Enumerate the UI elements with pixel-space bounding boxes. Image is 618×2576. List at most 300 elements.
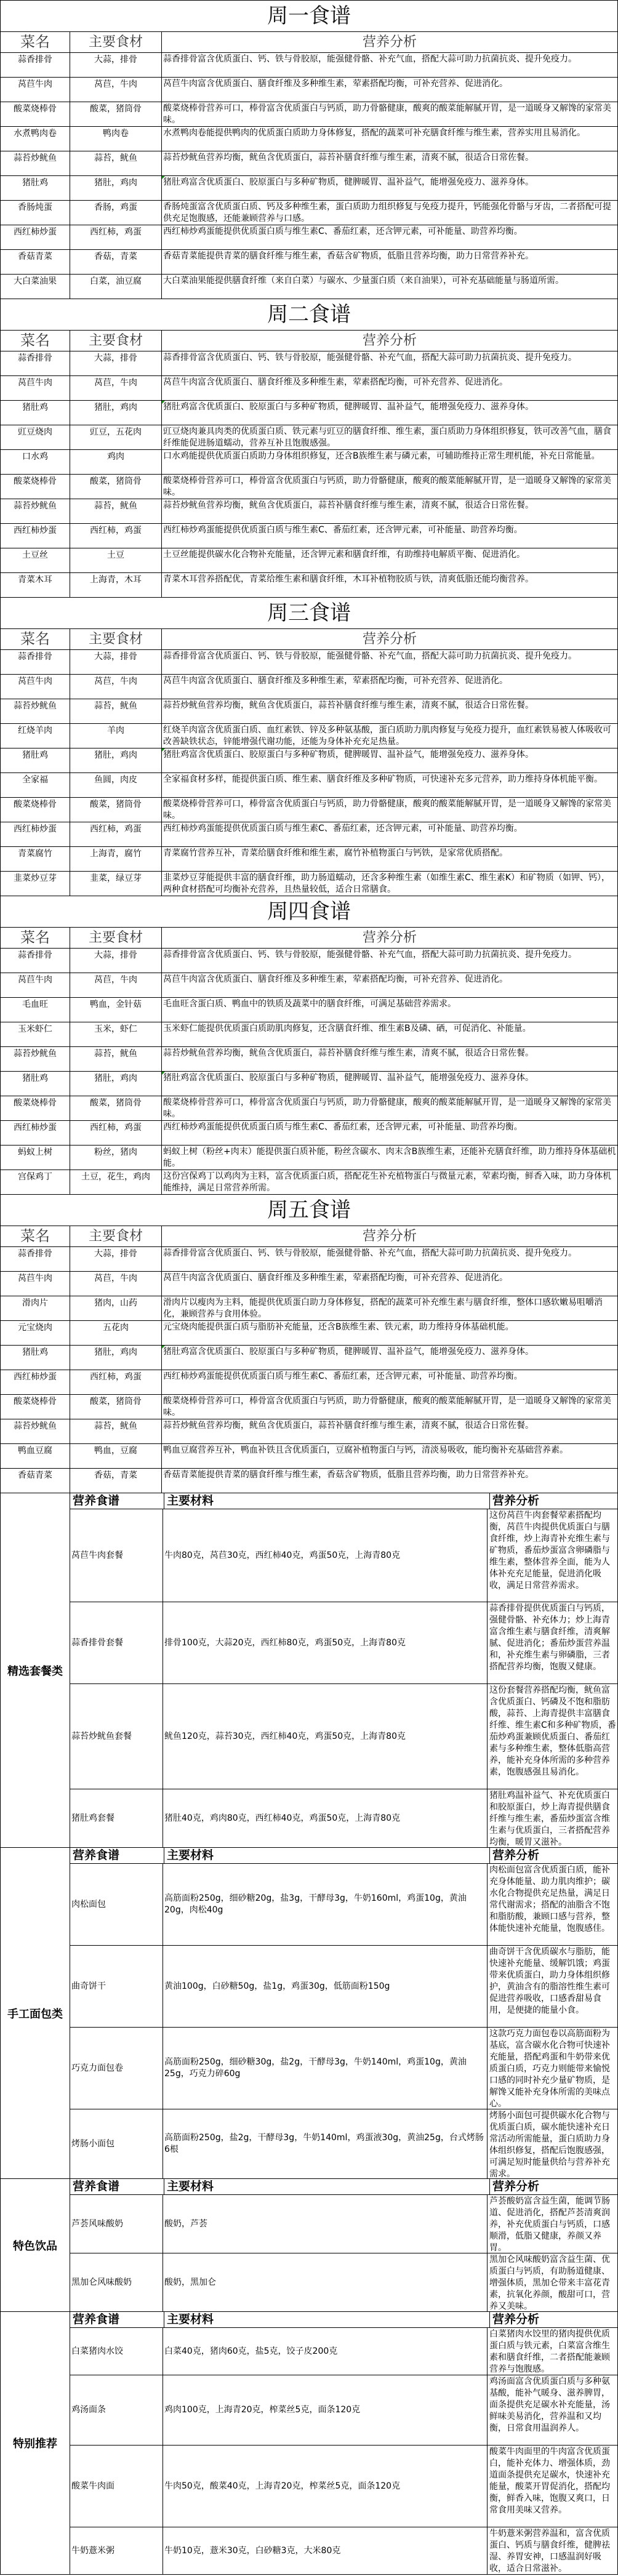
table-row [1,872,618,896]
header-materials: 主要材料 [164,1493,490,1509]
dish-cell[interactable]: 莴苣牛肉 [1,675,70,699]
table-row [1,250,618,275]
category-header [70,1493,618,1509]
table-header [1,1226,618,1247]
analysis-cell[interactable]: 猪肚鸡富含优质蛋白、胶原蛋白与多种矿物质，健脾暖胃、温补益气，能增强免疫力、滋养身体。 [162,748,618,772]
analysis-cell[interactable]: 肉松面包富含优质蛋白质，能补充身体能量、助力肌肉维护；碳水化合物提供充足热量，满足日常代谢需求；搭配的油脂含不饱和脂肪酸，兼顾口感与营养，整体能快速补充能量，饱腹感佳。 [488,1864,618,1945]
table-row [70,2253,618,2311]
table-row [1,524,618,548]
recipe-cell[interactable]: 巧克力面包卷 [70,2028,163,2109]
table-row [1,1272,618,1296]
table-row [1,376,618,401]
header-ingredients: 主要食材 [70,331,162,351]
recipe-cell[interactable]: 白菜猪肉水饺 [70,2328,163,2375]
dish-cell[interactable]: 莴苣牛肉 [1,973,70,997]
dish-cell[interactable]: 蒜香排骨 [1,351,70,375]
ingredients-cell[interactable]: 鸭血，豆腐 [70,1444,162,1468]
analysis-cell[interactable]: 莴苣牛肉富含优质蛋白、膳食纤维及多种维生素，荤素搭配均衡，可补充营养、促进消化。 [162,376,618,400]
table-row [1,973,618,998]
dish-cell[interactable]: 猪肚鸡 [1,176,70,200]
table-row [1,53,618,78]
header-analysis: 营养分析 [162,1226,618,1246]
analysis-cell[interactable]: 蒜香排骨富含优质蛋白、钙、铁与骨胶原，能强健骨骼、补充气血，搭配大蒜可助力抗菌抗炎、提升免疫力。 [162,650,618,674]
header-dish: 菜名 [1,1226,70,1246]
table-row [70,2375,618,2446]
dish-cell[interactable]: 全家福 [1,773,70,797]
ingredients-cell[interactable]: 鱼圆，肉皮 [70,773,162,797]
dish-cell[interactable]: 毛血旺 [1,998,70,1022]
ingredients-cell[interactable]: 蒜苔，鱿鱼 [70,1047,162,1071]
analysis-cell[interactable]: 口水鸡能提供优质蛋白质助力身体组织修复，还含B族维生素与磷元素，可辅助维持正常生理机能，补充日常能量。 [162,450,618,474]
dish-cell[interactable]: 猪肚鸡 [1,1346,70,1370]
analysis-cell[interactable]: 芦荟酸奶富含益生菌，能调节肠道、促进消化，搭配芦荟清爽润养，补充优质蛋白与钙质，口感顺滑，低脂又健康，养颜又养胃。 [488,2195,618,2253]
ingredients-cell[interactable]: 莴苣，牛肉 [70,376,162,400]
dish-cell[interactable]: 西红柿炒蛋 [1,822,70,846]
header-recipe: 营养食谱 [70,1493,164,1509]
dish-cell[interactable]: 青菜腐竹 [1,847,70,871]
category-label: 手工面包类 [1,1848,70,2178]
table-row [1,127,618,151]
dish-cell[interactable]: 西红柿炒蛋 [1,524,70,548]
category-section [1,1493,618,1848]
table-row [1,998,618,1022]
ingredients-cell[interactable]: 鸭肉卷 [70,127,162,151]
table-row [1,201,618,225]
dish-cell[interactable]: 韭菜炒豆芽 [1,872,70,896]
table-row [1,724,618,748]
analysis-cell[interactable]: 莴苣牛肉富含优质蛋白、膳食纤维及多种维生素，荤素搭配均衡，可补充营养、促进消化。 [162,675,618,699]
ingredients-cell[interactable]: 猪肚，鸡肉 [70,1072,162,1096]
ingredients-cell[interactable]: 豇豆，五花肉 [70,425,162,449]
analysis-cell[interactable]: 大白菜油果能提供膳食纤维（来自白菜）与碳水、少量蛋白质（来自油果），可补充基础能量与肠道所需。 [162,275,618,299]
dish-cell[interactable]: 酸菜烧棒骨 [1,102,70,126]
dish-cell[interactable]: 豇豆烧肉 [1,425,70,449]
table-row [70,2109,618,2178]
recipe-cell[interactable]: 莴苣牛肉套餐 [70,1509,163,1602]
recipe-cell[interactable]: 牛奶薏米粥 [70,2527,163,2574]
table-row [70,1509,618,1602]
category-section [1,2312,618,2575]
header-analysis: 营养分析 [162,928,618,948]
analysis-cell[interactable]: 蒜苔炒鱿鱼营养均衡，鱿鱼含优质蛋白，蒜苔补膳食纤维与维生素，清爽不腻，很适合日常佐餐。 [162,499,618,523]
header-materials: 主要材料 [164,2312,490,2327]
table-row [1,176,618,201]
dish-cell[interactable]: 猪肚鸡 [1,748,70,772]
table-row [1,1096,618,1121]
day-title: 周五食谱 [1,1195,618,1226]
table-header [1,32,618,53]
analysis-cell[interactable]: 蒜香排骨富含优质蛋白、钙、铁与骨胶原，能强健骨骼、补充气血，搭配大蒜可助力抗菌抗炎、提升免疫力。 [162,351,618,375]
analysis-cell[interactable]: 全家福食材多样，能提供蛋白质、维生素、膳食纤维及多种矿物质，可快速补充多元营养，助力维持身体机能平衡。 [162,773,618,797]
materials-cell[interactable]: 白菜40克，猪肉60克，盐5克，饺子皮200克 [163,2328,488,2375]
header-analysis: 营养分析 [162,331,618,351]
ingredients-cell[interactable]: 莴苣，牛肉 [70,675,162,699]
table-row [1,1170,618,1195]
analysis-cell[interactable]: 酸菜烧棒骨营养可口，棒骨富含优质蛋白与钙质，助力骨骼健康，酸爽的酸菜能解腻开胃，是一道暖身又解馋的家常美味。 [162,1096,618,1120]
analysis-cell[interactable]: 猪肚鸡温补益气、补充优质蛋白和胶原蛋白，炒上海青提供膳食纤维与维生素，番茄炒蛋富含维生素与优质蛋白，三者搭配营养均衡，暖胃又滋补。 [488,1789,618,1847]
ingredients-cell[interactable]: 大蒜，排骨 [70,53,162,77]
analysis-cell[interactable]: 滑肉片以瘦肉为主料，能提供优质蛋白助力身体修复，搭配的蔬菜可补充维生素与膳食纤维，整体口感软嫩易咀嚼消化，兼顾营养与食用体验。 [162,1296,618,1320]
dish-cell[interactable]: 酸菜烧棒骨 [1,1395,70,1419]
dish-cell[interactable]: 莴苣牛肉 [1,376,70,400]
ingredients-cell[interactable]: 蒜苔，鱿鱼 [70,1419,162,1443]
ingredients-cell[interactable]: 羊肉 [70,724,162,748]
analysis-cell[interactable]: 酸菜烧棒骨营养可口，棒骨富含优质蛋白与钙质，助力骨骼健康，酸爽的酸菜能解腻开胃，是一道暖身又解馋的家常美味。 [162,475,618,499]
table-row [70,1684,618,1789]
category-label: 特色饮品 [1,2179,70,2311]
table-row [1,1444,618,1469]
analysis-cell[interactable]: 莴苣牛肉富含优质蛋白、膳食纤维及多种维生素，荤素搭配均衡，可补充营养、促进消化。 [162,78,618,102]
dish-cell[interactable]: 玉米虾仁 [1,1022,70,1046]
header-materials: 主要材料 [164,1848,490,1863]
ingredients-cell[interactable]: 西红柿，鸡蛋 [70,1121,162,1145]
analysis-cell[interactable]: 西红柿炒鸡蛋能提供优质蛋白质与维生素C、番茄红素，还含钾元素，可补能量、助营养均衡。 [162,822,618,846]
table-row [1,1047,618,1072]
analysis-cell[interactable]: 酸菜烧棒骨营养可口，棒骨富含优质蛋白与钙质，助力骨骼健康，酸爽的酸菜能解腻开胃，是一道暖身又解馋的家常美味。 [162,798,618,822]
table-row [70,2028,618,2109]
recipe-cell[interactable]: 鸡汤面条 [70,2375,163,2445]
analysis-cell[interactable]: 鸡汤面富含优质蛋白质与多种氨基酸，能补气暖身、滋养脾胃，面条提供充足碳水补充能量，汤鲜味美易消化，营养温和又均衡，日常食用温润养人。 [488,2375,618,2445]
table-row [1,949,618,973]
dish-cell[interactable]: 莴苣牛肉 [1,1272,70,1296]
ingredients-cell[interactable]: 猪肚，鸡肉 [70,176,162,200]
table-row [1,1469,618,1493]
dish-cell[interactable]: 鸭血豆腐 [1,1444,70,1468]
dish-cell[interactable]: 香肠炖蛋 [1,201,70,225]
analysis-cell[interactable]: 香菇青菜能提供青菜的膳食纤维与维生素，香菇含矿物质，低脂且营养均衡，助力日常营养补充。 [162,250,618,274]
dish-cell[interactable]: 西红柿炒蛋 [1,1370,70,1394]
table-row [70,2446,618,2527]
analysis-cell[interactable]: 这份宫保鸡丁以鸡肉为主料，富含优质蛋白质，搭配花生补充植物蛋白与微量元素，荤素均衡，鲜香入味，助力身体机能维持，满足日常营养所需。 [162,1170,618,1194]
ingredients-cell[interactable]: 大蒜，排骨 [70,1247,162,1271]
dish-cell[interactable]: 猪肚鸡 [1,401,70,425]
analysis-cell[interactable]: 白菜猪肉水饺里的猪肉提供优质蛋白质与铁元素，白菜富含维生素和膳食纤维，二者搭配能兼顾营养与饱腹感。 [488,2328,618,2375]
analysis-cell[interactable]: 蒜香排骨富含优质蛋白、钙、铁与骨胶原，能强健骨骼、补充气血，搭配大蒜可助力抗菌抗炎、提升免疫力。 [162,1247,618,1271]
dish-cell[interactable]: 蒜香排骨 [1,53,70,77]
table-header [1,928,618,949]
dish-cell[interactable]: 红烧羊肉 [1,724,70,748]
materials-cell[interactable]: 高筋面粉250g，细砂糖30g，盐2g，干酵母3g，牛奶140ml，鸡蛋10g，黄油25g，巧克力碎60g [163,2028,488,2109]
materials-cell[interactable]: 酸奶，黑加仑 [163,2253,488,2311]
materials-cell[interactable]: 酸奶，芦荟 [163,2195,488,2253]
ingredients-cell[interactable]: 大蒜，排骨 [70,351,162,375]
analysis-cell[interactable]: 猪肚鸡富含优质蛋白、胶原蛋白与多种矿物质，健脾暖胃、温补益气，能增强免疫力、滋养身体。 [162,1346,618,1370]
table-row [1,151,618,176]
analysis-cell[interactable]: 蒜苔炒鱿鱼营养均衡，鱿鱼含优质蛋白，蒜苔补膳食纤维与维生素，清爽不腻，很适合日常佐餐。 [162,1419,618,1443]
dish-cell[interactable]: 元宝烧肉 [1,1321,70,1345]
materials-cell[interactable]: 鸡肉100克，上海青20克，榨菜丝5克，面条120克 [163,2375,488,2445]
analysis-cell[interactable]: 烤肠小面包可提供碳水化合物与优质蛋白质，碳水能快速补充日常活动所需能量，蛋白质助力身体组织修复，搭配后饱腹感强，可满足短时能量供给与营养补充需求。 [488,2109,618,2178]
table-row [1,351,618,376]
recipe-cell[interactable]: 烤肠小面包 [70,2109,163,2178]
table-header [1,331,618,351]
table-row [1,78,618,102]
header-analysis: 营养分析 [490,1848,618,1863]
table-header [1,629,618,650]
analysis-cell[interactable]: 青菜腐竹营养互补，青菜给膳食纤维和维生素，腐竹补植物蛋白与钙铁，是家常优质搭配。 [162,847,618,871]
analysis-cell[interactable]: 水煮鸭肉卷能提供鸭肉的优质蛋白质助力身体修复，搭配的蔬菜可补充膳食纤维与维生素，营养实用且易消化。 [162,127,618,151]
dish-cell[interactable]: 蒜香排骨 [1,949,70,973]
table-row [70,2527,618,2574]
ingredients-cell[interactable]: 粉丝，猪肉 [70,1146,162,1170]
table-row [1,275,618,299]
analysis-cell[interactable]: 蒜苔炒鱿鱼营养均衡，鱿鱼含优质蛋白，蒜苔补膳食纤维与维生素，清爽不腻，很适合日常佐餐。 [162,1047,618,1071]
ingredients-cell[interactable]: 西红柿，鸡蛋 [70,822,162,846]
dish-cell[interactable]: 西红柿炒蛋 [1,225,70,249]
day-title: 周三食谱 [1,598,618,629]
header-recipe: 营养食谱 [70,1848,164,1863]
analysis-cell[interactable]: 猪肚鸡富含优质蛋白、胶原蛋白与多种矿物质，健脾暖胃、温补益气，能增强免疫力、滋养身体。 [162,1072,618,1096]
dish-cell[interactable]: 西红柿炒蛋 [1,1121,70,1145]
ingredients-cell[interactable]: 酸菜，猪筒骨 [70,1395,162,1419]
analysis-cell[interactable]: 猪肚鸡富含优质蛋白、胶原蛋白与多种矿物质，健脾暖胃、温补益气，能增强免疫力、滋养身体。 [162,176,618,200]
category-header [70,1848,618,1864]
dish-cell[interactable]: 蒜香排骨 [1,1247,70,1271]
analysis-cell[interactable]: 这款巧克力面包卷以高筋面粉为基底，富含碳水化合物可快速补充能量，搭配鸡蛋和牛奶带来优质蛋白质，巧克力则能带来愉悦口感的同时补充少量矿物质，是解馋又能补充身体所需的美味点心。 [488,2028,618,2109]
analysis-cell[interactable]: 西红柿炒鸡蛋能提供优质蛋白质与维生素C、番茄红素，还含钾元素，可补能量、助营养均衡。 [162,225,618,249]
analysis-cell[interactable]: 莴苣牛肉富含优质蛋白、膳食纤维及多种维生素，荤素搭配均衡，可补充营养、促进消化。 [162,1272,618,1296]
dish-cell[interactable]: 宫保鸡丁 [1,1170,70,1194]
category-table [70,2312,618,2574]
ingredients-cell[interactable]: 大蒜，排骨 [70,650,162,674]
table-row [1,847,618,872]
table-row [1,548,618,573]
analysis-cell[interactable]: 牛奶薏米粥营养温和，富含优质蛋白、钙质与膳食纤维，健脾祛湿、养胃安神，口感温润好吸收，适合日常滋补。 [488,2527,618,2574]
dish-cell[interactable]: 香菇青菜 [1,1469,70,1493]
analysis-cell[interactable]: 香肠炖蛋富含优质蛋白质、钙及多种维生素，蛋白质助力组织修复与免疫力提升，钙能强化骨骼与牙齿，二者搭配可提供充足饱腹感，还能兼顾营养与口感。 [162,201,618,225]
table-row [1,773,618,798]
analysis-cell[interactable]: 酸菜烧棒骨营养可口，棒骨富含优质蛋白与钙质，助力骨骼健康，酸爽的酸菜能解腻开胃，是一道暖身又解馋的家常美味。 [162,1395,618,1419]
ingredients-cell[interactable]: 白菜，油豆腐 [70,275,162,299]
day-title: 周二食谱 [1,299,618,331]
recipe-cell[interactable]: 蒜苔炒鱿鱼套餐 [70,1684,163,1789]
category-header [70,2179,618,2195]
ingredients-cell[interactable]: 莴苣，牛肉 [70,1272,162,1296]
table-row [1,1296,618,1321]
header-ingredients: 主要食材 [70,928,162,948]
dish-cell[interactable]: 青菜木耳 [1,573,70,597]
ingredients-cell[interactable]: 西红柿，鸡蛋 [70,225,162,249]
table-row [1,1419,618,1444]
analysis-cell[interactable]: 土豆丝能提供碳水化合物补充能量，还含钾元素和膳食纤维，有助维持电解质平衡、促进消化。 [162,548,618,572]
ingredients-cell[interactable]: 猪肚，鸡肉 [70,748,162,772]
dish-cell[interactable]: 水煮鸭肉卷 [1,127,70,151]
table-row [1,1022,618,1047]
analysis-cell[interactable]: 青菜木耳营养搭配优，青菜给维生素和膳食纤维，木耳补植物胶质与铁，清爽低脂还能均衡营养。 [162,573,618,597]
dish-cell[interactable]: 蒜苔炒鱿鱼 [1,151,70,175]
analysis-cell[interactable]: 红烧羊肉富含优质蛋白质、血红素铁、锌及多种氨基酸，蛋白质助力肌肉修复与免疫力提升，血红素铁易被人体吸收可改善缺铁状态，锌能增强代谢功能，还能为身体补充充足热量。 [162,724,618,748]
materials-cell[interactable]: 高筋面粉250g，细砂糖20g，盐3g，干酵母3g，牛奶160ml，鸡蛋10g，黄油20g，肉松40g [163,1864,488,1945]
recipe-cell[interactable]: 黑加仑风味酸奶 [70,2253,163,2311]
dish-cell[interactable]: 蒜苔炒鱿鱼 [1,499,70,523]
table-row [1,748,618,773]
ingredients-cell[interactable]: 猪肚，鸡肉 [70,401,162,425]
analysis-cell[interactable]: 蒜苔炒鱿鱼营养均衡，鱿鱼含优质蛋白，蒜苔补膳食纤维与维生素，清爽不腻，很适合日常佐餐。 [162,151,618,175]
day-title: 周一食谱 [1,1,618,32]
ingredients-cell[interactable]: 上海青，木耳 [70,573,162,597]
header-analysis: 营养分析 [162,629,618,649]
analysis-cell[interactable]: 毛血旺含蛋白质、鸭血中的铁质及蔬菜中的膳食纤维，可满足基础营养需求。 [162,998,618,1022]
materials-cell[interactable]: 牛肉80克，莴苣30克，西红柿40克，鸡蛋50克，上海青80克 [163,1509,488,1602]
header-ingredients: 主要食材 [70,629,162,649]
dish-cell[interactable]: 蒜苔炒鱿鱼 [1,1047,70,1071]
table-row [1,1121,618,1146]
ingredients-cell[interactable]: 蒜苔，鱿鱼 [70,499,162,523]
dish-cell[interactable]: 酸菜烧棒骨 [1,475,70,499]
header-dish: 菜名 [1,331,70,351]
dish-cell[interactable]: 香菇青菜 [1,250,70,274]
analysis-cell[interactable]: 韭菜炒豆芽能提供丰富的膳食纤维，助力肠道蠕动，还含多种维生素（如维生素C、维生素K）和矿物质（如钾、钙），两种食材搭配可均衡补充营养，且热量较低，适合日常膳食。 [162,872,618,896]
ingredients-cell[interactable]: 香菇，青菜 [70,1469,162,1493]
ingredients-cell[interactable]: 莴苣，牛肉 [70,973,162,997]
recipe-cell[interactable]: 肉松面包 [70,1864,163,1945]
materials-cell[interactable]: 高筋面粉250g，盐2g，干酵母3g，牛奶140ml，鸡蛋液30g，黄油25g，台式烤肠6根 [163,2109,488,2178]
materials-cell[interactable]: 黄油100g，白砂糖50g，盐1g，鸡蛋30g，低筋面粉150g [163,1946,488,2027]
analysis-cell[interactable]: 鸭血豆腐营养互补，鸭血补铁且含优质蛋白，豆腐补植物蛋白与钙，清淡易吸收，能均衡补充基础营养素。 [162,1444,618,1468]
dish-cell[interactable]: 蒜苔炒鱿鱼 [1,699,70,723]
recipe-cell[interactable]: 芦荟风味酸奶 [70,2195,163,2253]
ingredients-cell[interactable]: 玉米，虾仁 [70,1022,162,1046]
table-row [1,425,618,450]
ingredients-cell[interactable]: 酸菜，猪筒骨 [70,475,162,499]
ingredients-cell[interactable]: 蒜苔，鱿鱼 [70,151,162,175]
materials-cell[interactable]: 排骨100克，大蒜20克，西红柿80克，鸡蛋50克，上海青80克 [163,1602,488,1683]
analysis-cell[interactable]: 西红柿炒鸡蛋能提供优质蛋白质与维生素C、番茄红素，还含钾元素，可补能量、助营养均衡。 [162,1370,618,1394]
ingredients-cell[interactable]: 猪肉，山药 [70,1296,162,1320]
analysis-cell[interactable]: 猪肚鸡富含优质蛋白、胶原蛋白与多种矿物质，健脾暖胃、温补益气，能增强免疫力、滋养身体。 [162,401,618,425]
header-dish: 菜名 [1,629,70,649]
table-row [70,1789,618,1847]
table-row [1,102,618,127]
table-row [1,475,618,499]
header-dish: 菜名 [1,928,70,948]
table-row [1,798,618,822]
header-analysis: 营养分析 [490,2179,618,2194]
analysis-cell[interactable]: 豇豆烧肉兼具肉类的优质蛋白质、铁元素与豇豆的膳食纤维、维生素，蛋白质助力身体组织修复，铁可改善气血，膳食纤维能促进肠道蠕动，营养互补且饱腹感强。 [162,425,618,449]
table-row [1,1346,618,1370]
dish-cell[interactable]: 酸菜烧棒骨 [1,798,70,822]
analysis-cell[interactable]: 西红柿炒鸡蛋能提供优质蛋白质与维生素C、番茄红素，还含钾元素，可补能量、助营养均衡。 [162,1121,618,1145]
ingredients-cell[interactable]: 猪肚，鸡肉 [70,1346,162,1370]
header-materials: 主要材料 [164,2179,490,2194]
ingredients-cell[interactable]: 蒜苔，鱿鱼 [70,699,162,723]
analysis-cell[interactable]: 玉米虾仁能提供优质蛋白质助肌肉修复，还含膳食纤维、维生素B及磷、硒，可促消化、补能量。 [162,1022,618,1046]
ingredients-cell[interactable]: 土豆 [70,548,162,572]
table-row [1,1072,618,1096]
recipe-cell[interactable]: 猪肚鸡套餐 [70,1789,163,1847]
table-row [1,675,618,699]
analysis-cell[interactable]: 酸菜烧棒骨营养可口，棒骨富含优质蛋白与钙质，助力骨骼健康，酸爽的酸菜能解腻开胃，是一道暖身又解馋的家常美味。 [162,102,618,126]
analysis-cell[interactable]: 蒜香排骨富含优质蛋白、钙、铁与骨胶原，能强健骨骼、补充气血，搭配大蒜可助力抗菌抗炎、提升免疫力。 [162,53,618,77]
header-ingredients: 主要食材 [70,1226,162,1246]
ingredients-cell[interactable]: 香菇，青菜 [70,250,162,274]
ingredients-cell[interactable]: 西红柿，鸡蛋 [70,524,162,548]
ingredients-cell[interactable]: 鸭血，金针菇 [70,998,162,1022]
dish-cell[interactable]: 猪肚鸡 [1,1072,70,1096]
analysis-cell[interactable]: 蒜香排骨富含优质蛋白、钙、铁与骨胶原，能强健骨骼、补充气血，搭配大蒜可助力抗菌抗炎、提升免疫力。 [162,949,618,973]
header-analysis: 营养分析 [490,1493,618,1509]
category-table [70,2179,618,2311]
ingredients-cell[interactable]: 香肠，鸡蛋 [70,201,162,225]
ingredients-cell[interactable]: 酸菜，猪筒骨 [70,1096,162,1120]
ingredients-cell[interactable]: 莴苣，牛肉 [70,78,162,102]
ingredients-cell[interactable]: 土豆，花生，鸡肉 [70,1170,162,1194]
dish-cell[interactable]: 蒜香排骨 [1,650,70,674]
table-row [70,2195,618,2253]
analysis-cell[interactable]: 曲奇饼干含优质碳水与脂肪，能快速补充能量、缓解饥饿；鸡蛋带来优质蛋白，助力身体组织修护，黄油含有的脂溶性维生素可促进营养吸收，口感香甜易食用，是便捷的能量小食。 [488,1946,618,2027]
ingredients-cell[interactable]: 鸡肉 [70,450,162,474]
dish-cell[interactable]: 蚂蚁上树 [1,1146,70,1170]
analysis-cell[interactable]: 蚂蚁上树（粉丝+肉末）能提供蛋白质补能，粉丝含碳水、肉末含B族维生素，还能补充膳食纤维，助力维持身体基础机能。 [162,1146,618,1170]
header-analysis: 营养分析 [490,2312,618,2327]
header-recipe: 营养食谱 [70,2312,164,2327]
category-label: 精选套餐类 [1,1493,70,1847]
table-row [1,401,618,425]
ingredients-cell[interactable]: 大蒜，排骨 [70,949,162,973]
day-title: 周四食谱 [1,896,618,928]
analysis-cell[interactable]: 元宝烧肉能提供蛋白质与脂肪补充能量，还含B族维生素、铁元素，助力维持身体基础机能。 [162,1321,618,1345]
analysis-cell[interactable]: 酸菜牛肉面里的牛肉富含优质蛋白，能补充体力、增强体质，劲道面条提供充足碳水，快速补充能量，酸菜开胃促消化，搭配均衡，鲜香入味，饱腹又爽口，日常食用美味又营养。 [488,2446,618,2527]
dish-cell[interactable]: 土豆丝 [1,548,70,572]
analysis-cell[interactable]: 莴苣牛肉富含优质蛋白、膳食纤维及多种维生素，荤素搭配均衡，可补充营养、促进消化。 [162,973,618,997]
analysis-cell[interactable]: 黑加仑风味酸奶富含益生菌、优质蛋白与钙质，有助肠道健康、增强体质，黑加仑带来丰富花青素，抗氧化养颜，酸甜可口，营养又美味。 [488,2253,618,2311]
table-row [1,1321,618,1346]
category-header [70,2312,618,2328]
category-label: 特别推荐 [1,2312,70,2574]
table-row [1,1395,618,1419]
recipe-cell[interactable]: 酸菜牛肉面 [70,2446,163,2527]
materials-cell[interactable]: 鱿鱼120克，蒜苔30克，西红柿40克，鸡蛋50克，上海青80克 [163,1684,488,1789]
table-row [70,1946,618,2028]
table-row [70,1602,618,1684]
header-recipe: 营养食谱 [70,2179,164,2194]
table-row [1,573,618,598]
table-row [1,450,618,475]
analysis-cell[interactable]: 蒜香排骨提供优质蛋白与钙质，强健骨骼、补充体力；炒上海青富含维生素与膳食纤维，清爽解腻、促进消化；番茄炒蛋营养温和，补充维生素与卵磷脂，三者搭配营养均衡，饱腹又健康。 [488,1602,618,1683]
analysis-cell[interactable]: 蒜苔炒鱿鱼营养均衡，鱿鱼含优质蛋白，蒜苔补膳食纤维与维生素，清爽不腻，很适合日常佐餐。 [162,699,618,723]
dish-cell[interactable]: 口水鸡 [1,450,70,474]
dish-cell[interactable]: 滑肉片 [1,1296,70,1320]
dish-cell[interactable]: 蒜苔炒鱿鱼 [1,1419,70,1443]
materials-cell[interactable]: 牛奶10克，薏米30克，白砂糖3克，大米80克 [163,2527,488,2574]
table-row [70,1864,618,1946]
ingredients-cell[interactable]: 五花肉 [70,1321,162,1345]
dish-cell[interactable]: 大白菜油果 [1,275,70,299]
ingredients-cell[interactable]: 西红柿，鸡蛋 [70,1370,162,1394]
ingredients-cell[interactable]: 上海青，腐竹 [70,847,162,871]
dish-cell[interactable]: 莴苣牛肉 [1,78,70,102]
recipe-cell[interactable]: 蒜香排骨套餐 [70,1602,163,1683]
table-row [1,499,618,524]
table-row [1,699,618,724]
recipe-cell[interactable]: 曲奇饼干 [70,1946,163,2027]
analysis-cell[interactable]: 这份套餐营养搭配均衡，鱿鱼富含优质蛋白、钙磷及不饱和脂肪酸，蒜苔、上海青提供丰富膳食纤维、维生素C和多种矿物质，番茄炒鸡蛋兼顾优质蛋白、番茄红素与多种维生素，整体低脂高营养，能补充身体所需的多种营养素，饱腹感强且易消化。 [488,1684,618,1789]
ingredients-cell[interactable]: 酸菜，猪筒骨 [70,798,162,822]
analysis-cell[interactable]: 香菇青菜能提供青菜的膳食纤维与维生素，香菇含矿物质，低脂且营养均衡，助力日常营养补充。 [162,1469,618,1493]
ingredients-cell[interactable]: 韭菜，绿豆芽 [70,872,162,896]
materials-cell[interactable]: 猪肚40克，鸡肉80克，西红柿40克，鸡蛋50克，上海青80克 [163,1789,488,1847]
analysis-cell[interactable]: 西红柿炒鸡蛋能提供优质蛋白质与维生素C、番茄红素，还含钾元素，可补能量、助营养均衡。 [162,524,618,548]
ingredients-cell[interactable]: 酸菜，猪筒骨 [70,102,162,126]
table-row [1,1247,618,1272]
table-row [1,1146,618,1170]
analysis-cell[interactable]: 这份莴苣牛肉套餐荤素搭配均衡，莴苣牛肉提供优质蛋白与膳食纤维，炒上海青补充维生素与矿物质，番茄炒蛋富含卵磷脂与维生素，整体营养全面，能为人体补充充足能量，促进消化吸收，满足日常营养需求。 [488,1509,618,1602]
materials-cell[interactable]: 牛肉50克，酸菜40克，上海青20克，榨菜丝5克，面条120克 [163,2446,488,2527]
category-table [70,1848,618,2178]
category-section [1,1848,618,2179]
category-table [70,1493,618,1847]
dish-cell[interactable]: 酸菜烧棒骨 [1,1096,70,1120]
